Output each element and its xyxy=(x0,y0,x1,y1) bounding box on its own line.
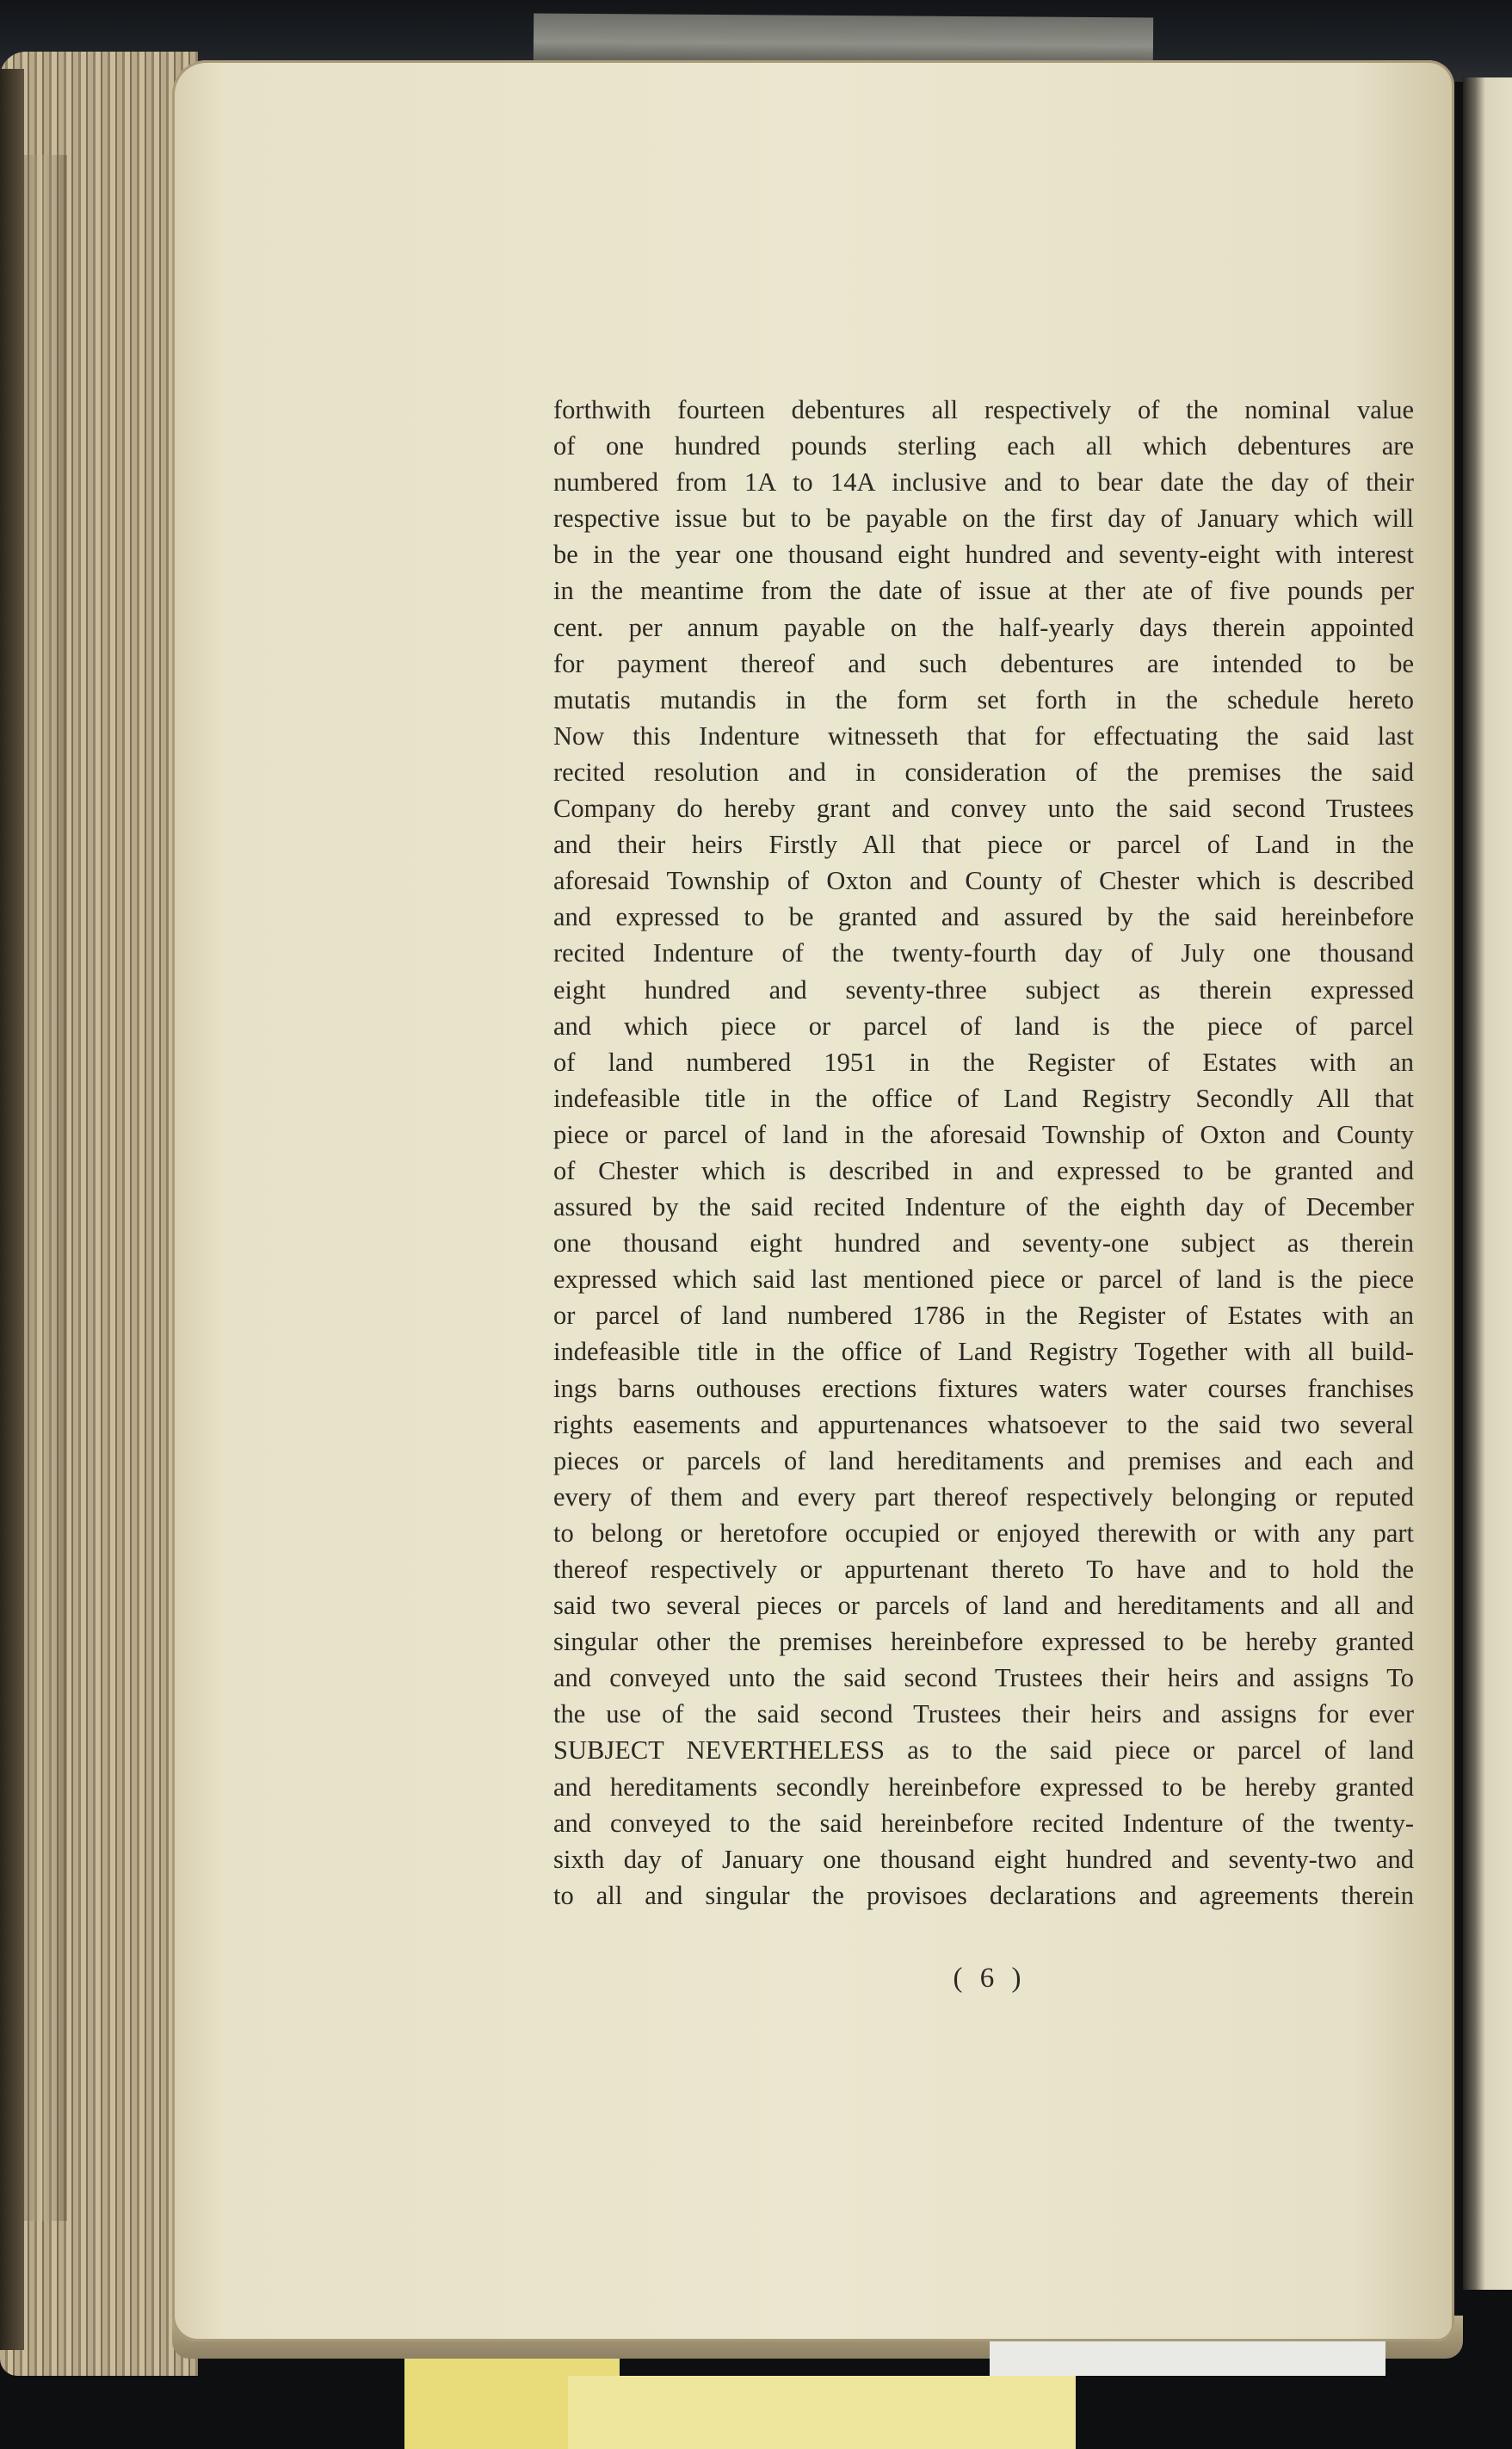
text-line: indefeasible title in the office of Land Registry Secondly All that xyxy=(553,1083,1414,1113)
book-spine-left xyxy=(0,69,24,2350)
text-line: in the meantime from the date of issue at ther ate of five pounds per xyxy=(553,576,1414,606)
text-line: and which piece or parcel of land is the piece of parcel xyxy=(553,1011,1414,1041)
text-line: ings barns outhouses erections fixtures waters water courses franchises xyxy=(553,1373,1414,1403)
text-line: or parcel of land numbered 1786 in the Register of Estates with an xyxy=(553,1301,1414,1331)
text-line: assured by the said recited Indenture of the eighth day of December xyxy=(553,1192,1414,1222)
text-line: and hereditaments secondly hereinbefore expressed to be hereby granted xyxy=(553,1772,1414,1802)
text-line: the use of the said second Trustees their heirs and assigns for ever xyxy=(553,1699,1414,1729)
text-line: to all and singular the provisoes declarations and agreements therein xyxy=(553,1880,1414,1910)
text-line: Company do hereby grant and convey unto the said second Trustees xyxy=(553,794,1414,824)
text-line: mutatis mutandis in the form set forth in the schedule hereto xyxy=(553,684,1414,714)
text-line: of one hundred pounds sterling each all which debentures are xyxy=(553,431,1414,461)
text-line: cent. per annum payable on the half-yearly days therein appointed xyxy=(553,612,1414,642)
text-line: respective issue but to be payable on the first day of January which will xyxy=(553,504,1414,534)
text-line: of Chester which is described in and expressed to be granted and xyxy=(553,1155,1414,1185)
text-line: sixth day of January one thousand eight hundred and seventy-two and xyxy=(553,1844,1414,1874)
page-edges-left xyxy=(0,52,198,2376)
text-line: and expressed to be granted and assured by the said hereinbefore xyxy=(553,902,1414,932)
text-line: every of them and every part thereof respectively belonging or reputed xyxy=(553,1481,1414,1512)
text-line: expressed which said last mentioned piece or parcel of land is the piece xyxy=(553,1265,1414,1295)
text-line: Now this Indenture witnesseth that for effectuating the said last xyxy=(553,720,1414,751)
text-line: recited Indenture of the twenty-fourth day of July one thousand xyxy=(553,938,1414,968)
paper-slip-yellow-wide xyxy=(568,2376,1076,2449)
text-line: be in the year one thousand eight hundred and seventy-eight with interest xyxy=(553,540,1414,570)
adjacent-page-right xyxy=(1463,77,1512,2290)
text-line: recited resolution and in consideration of the premises the said xyxy=(553,757,1414,787)
text-line: and conveyed to the said hereinbefore recited Indenture of the twenty- xyxy=(553,1808,1414,1838)
text-line: and conveyed unto the said second Trustees their heirs and assigns To xyxy=(553,1663,1414,1693)
text-line: SUBJECT NEVERTHELESS as to the said piece or parcel of land xyxy=(553,1735,1414,1766)
document-body xyxy=(553,392,1414,1914)
text-line: rights easements and appurtenances whatsoever to the said two several xyxy=(553,1409,1414,1439)
text-line: piece or parcel of land in the aforesaid Township of Oxton and County xyxy=(553,1119,1414,1149)
text-line: and their heirs Firstly All that piece or parcel of Land in the xyxy=(553,830,1414,860)
text-line: thereof respectively or appurtenant thereto To have and to hold the xyxy=(553,1555,1414,1584)
text-line: indefeasible title in the office of Land Registry Together with all build- xyxy=(553,1337,1414,1367)
text-line: eight hundred and seventy-three subject as therein expressed xyxy=(553,974,1414,1005)
text-line: singular other the premises hereinbefore expressed to be hereby granted xyxy=(553,1627,1414,1657)
text-line: one thousand eight hundred and seventy-one subject as therein xyxy=(553,1228,1414,1259)
text-line: aforesaid Township of Oxton and County of Chester which is described xyxy=(553,866,1414,896)
text-line: for payment thereof and such debentures are intended to be xyxy=(553,648,1414,678)
text-line: of land numbered 1951 in the Register of Estates with an xyxy=(553,1047,1414,1077)
text-line: numbered from 1A to 14A inclusive and to bear date the day of their xyxy=(553,467,1414,498)
text-line: forthwith fourteen debentures all respectively of the nominal value xyxy=(553,395,1414,424)
text-line: said two several pieces or parcels of land and hereditaments and all and xyxy=(553,1591,1414,1621)
binding-strip xyxy=(534,13,1153,65)
text-line: pieces or parcels of land hereditaments and premises and each and xyxy=(553,1445,1414,1475)
page-number: ( 6 ) xyxy=(953,1963,1027,1994)
text-line: to belong or heretofore occupied or enjoyed therewith or with any part xyxy=(553,1518,1414,1548)
